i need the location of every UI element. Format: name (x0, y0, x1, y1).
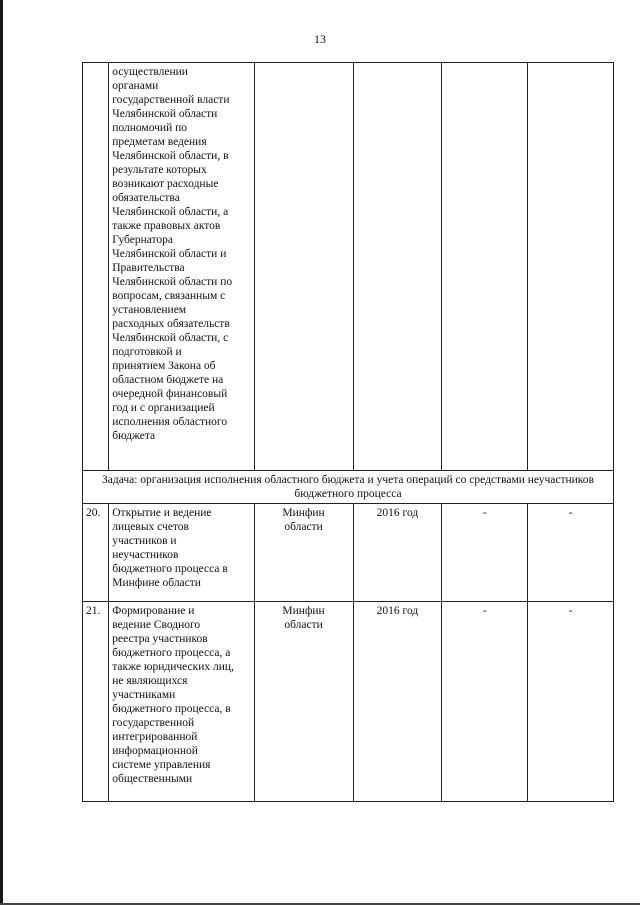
row-number: 21. (83, 602, 109, 802)
row-value-a: - (442, 602, 528, 802)
cell-b-continuation (528, 63, 614, 471)
scan-left-edge (0, 0, 3, 905)
row-description: Формирование и ведение Сводного реестра участников бюджетного процесса, а также юридических лиц, не являющихся участниками бюджетного процесса, в государственной интегрированной информационной системе управления общественными (109, 602, 254, 802)
cell-a-continuation (442, 63, 528, 471)
row-value-a: - (442, 504, 528, 602)
task-heading: Задача: организация исполнения областного бюджета и учета операций со средствами неучастников бюджетного процесса (83, 471, 614, 504)
row-term: 2016 год (353, 602, 442, 802)
cell-desc-continuation: осуществлении органами государственной власти Челябинской области полномочий по предметам ведения Челябинской области, в результате которых возникают расходные обязательства Челябинской области, а также правовых актов Губернатора Челябинской области и Правительства Челябинской области по вопросам, связанным с установлением расходных обязательств Челябинской области, с подготовкой и принятием Закона об областном бюджете на очередной финансовый год и с организацией исполнения областного бюджета (109, 63, 254, 471)
cell-num-continuation (83, 63, 109, 471)
row-value-b: - (528, 504, 614, 602)
measures-table (82, 62, 614, 802)
cell-exec-continuation (254, 63, 353, 471)
page-number: 13 (314, 32, 326, 46)
table-row-continuation (83, 63, 614, 471)
row-term: 2016 год (353, 504, 442, 602)
row-executor: Минфин области (254, 602, 353, 802)
table-row (83, 504, 614, 602)
row-number: 20. (83, 504, 109, 602)
row-executor: Минфин области (254, 504, 353, 602)
table-row (83, 602, 614, 802)
table-row-task (83, 471, 614, 504)
cell-term-continuation (353, 63, 442, 471)
row-description: Открытие и ведение лицевых счетов участников и неучастников бюджетного процесса в Минфине области (109, 504, 254, 602)
row-value-b: - (528, 602, 614, 802)
